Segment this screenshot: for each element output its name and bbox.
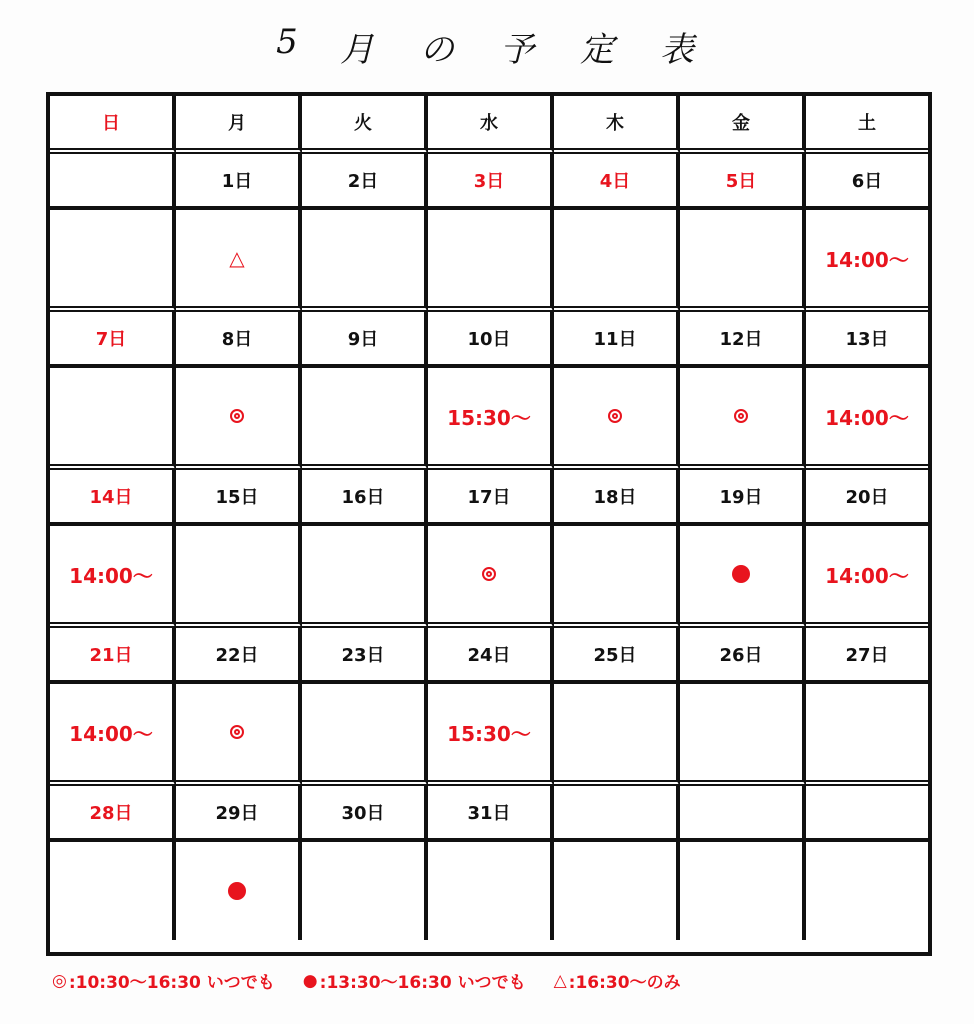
date-row: [50, 470, 928, 526]
title-char: 月: [340, 30, 374, 70]
date-cell: 15日: [176, 470, 302, 526]
legend-text: :13:30～16:30 いつでも: [319, 973, 526, 993]
date-cell: 3日: [428, 154, 554, 210]
schedule-time: 14:00～: [825, 563, 909, 588]
title-char: の: [420, 30, 454, 70]
date-cell: 28日: [50, 786, 176, 842]
schedule-cell: [50, 368, 176, 470]
schedule-cell: [806, 684, 928, 786]
legend-item: [52, 968, 275, 993]
title-char: 5: [276, 22, 298, 62]
date-cell: 11日: [554, 312, 680, 368]
double-circle-icon: [608, 409, 622, 423]
schedule-row: [50, 526, 928, 628]
legend-symbol-icon: ●: [302, 970, 318, 991]
date-row: [50, 154, 928, 210]
schedule-row: [50, 210, 928, 312]
legend-text: :10:30～16:30 いつでも: [68, 973, 275, 993]
weekday-header: 金: [680, 96, 806, 154]
date-cell: 23日: [302, 628, 428, 684]
weekday-header: 土: [806, 96, 928, 154]
date-cell: 21日: [50, 628, 176, 684]
schedule-cell: [806, 842, 928, 940]
schedule-cell: [302, 842, 428, 940]
date-cell: [806, 786, 928, 842]
legend-symbol-icon: ◎: [52, 970, 67, 991]
filled-circle-icon: [228, 882, 246, 900]
schedule-cell: [302, 210, 428, 312]
schedule-cell: [176, 684, 302, 786]
date-cell: 30日: [302, 786, 428, 842]
calendar-grid: [46, 92, 932, 956]
schedule-cell: [554, 210, 680, 312]
date-row: [50, 312, 928, 368]
schedule-cell: [428, 684, 554, 786]
schedule-row: [50, 368, 928, 470]
date-cell: 8日: [176, 312, 302, 368]
schedule-cell: [176, 526, 302, 628]
date-cell: [554, 786, 680, 842]
date-cell: 29日: [176, 786, 302, 842]
schedule-cell: [680, 842, 806, 940]
date-cell: 10日: [428, 312, 554, 368]
date-cell: 17日: [428, 470, 554, 526]
schedule-cell: [176, 368, 302, 470]
legend-symbol-icon: △: [553, 970, 567, 991]
schedule-row: [50, 842, 928, 940]
schedule-cell: [176, 842, 302, 940]
title-char: 予: [500, 30, 534, 70]
schedule-cell: [50, 842, 176, 940]
title-char: 定: [580, 30, 614, 70]
schedule-cell: [554, 684, 680, 786]
date-cell: 22日: [176, 628, 302, 684]
double-circle-icon: [482, 567, 496, 581]
schedule-cell: [50, 526, 176, 628]
double-circle-icon: [230, 725, 244, 739]
schedule-cell: [680, 684, 806, 786]
schedule-cell: [554, 842, 680, 940]
double-circle-icon: [230, 409, 244, 423]
schedule-row: [50, 684, 928, 786]
date-cell: 1日: [176, 154, 302, 210]
date-cell: [50, 154, 176, 210]
weekday-header: 日: [50, 96, 176, 154]
triangle-icon: △: [229, 246, 245, 270]
date-cell: 19日: [680, 470, 806, 526]
legend-item: [303, 968, 526, 993]
schedule-time: 14:00～: [69, 721, 153, 746]
page-title: [0, 22, 974, 71]
schedule-cell: [176, 210, 302, 312]
legend-text: :16:30～のみ: [568, 973, 681, 993]
date-cell: 7日: [50, 312, 176, 368]
schedule-cell: [428, 842, 554, 940]
date-cell: 6日: [806, 154, 928, 210]
date-cell: 5日: [680, 154, 806, 210]
schedule-cell: [806, 526, 928, 628]
schedule-cell: [50, 210, 176, 312]
schedule-cell: [680, 368, 806, 470]
date-row: [50, 628, 928, 684]
filled-circle-icon: [732, 565, 750, 583]
schedule-time: 14:00～: [825, 247, 909, 272]
date-cell: 24日: [428, 628, 554, 684]
date-cell: 27日: [806, 628, 928, 684]
date-cell: 2日: [302, 154, 428, 210]
schedule-cell: [302, 368, 428, 470]
weekday-header: 月: [176, 96, 302, 154]
schedule-cell: [302, 684, 428, 786]
weekday-header: 火: [302, 96, 428, 154]
date-cell: 9日: [302, 312, 428, 368]
weekday-header: 水: [428, 96, 554, 154]
schedule-cell: [554, 526, 680, 628]
schedule-cell: [428, 368, 554, 470]
weekday-header: 木: [554, 96, 680, 154]
schedule-cell: [50, 684, 176, 786]
schedule-time: 14:00～: [825, 405, 909, 430]
schedule-cell: [428, 526, 554, 628]
schedule-cell: [554, 368, 680, 470]
date-cell: 12日: [680, 312, 806, 368]
date-row: [50, 786, 928, 842]
schedule-cell: [680, 526, 806, 628]
double-circle-icon: [734, 409, 748, 423]
date-cell: 14日: [50, 470, 176, 526]
schedule-cell: [680, 210, 806, 312]
date-cell: 31日: [428, 786, 554, 842]
date-cell: 13日: [806, 312, 928, 368]
date-cell: 25日: [554, 628, 680, 684]
title-char: 表: [660, 30, 694, 70]
schedule-time: 14:00～: [69, 563, 153, 588]
schedule-cell: [428, 210, 554, 312]
schedule-cell: [302, 526, 428, 628]
weekday-header-row: [50, 96, 928, 154]
legend-item: [554, 968, 681, 993]
legend: [52, 968, 681, 993]
date-cell: [680, 786, 806, 842]
date-cell: 16日: [302, 470, 428, 526]
date-cell: 26日: [680, 628, 806, 684]
schedule-cell: [806, 368, 928, 470]
schedule-cell: [806, 210, 928, 312]
schedule-time: 15:30～: [447, 721, 531, 746]
date-cell: 20日: [806, 470, 928, 526]
date-cell: 18日: [554, 470, 680, 526]
date-cell: 4日: [554, 154, 680, 210]
schedule-time: 15:30～: [447, 405, 531, 430]
